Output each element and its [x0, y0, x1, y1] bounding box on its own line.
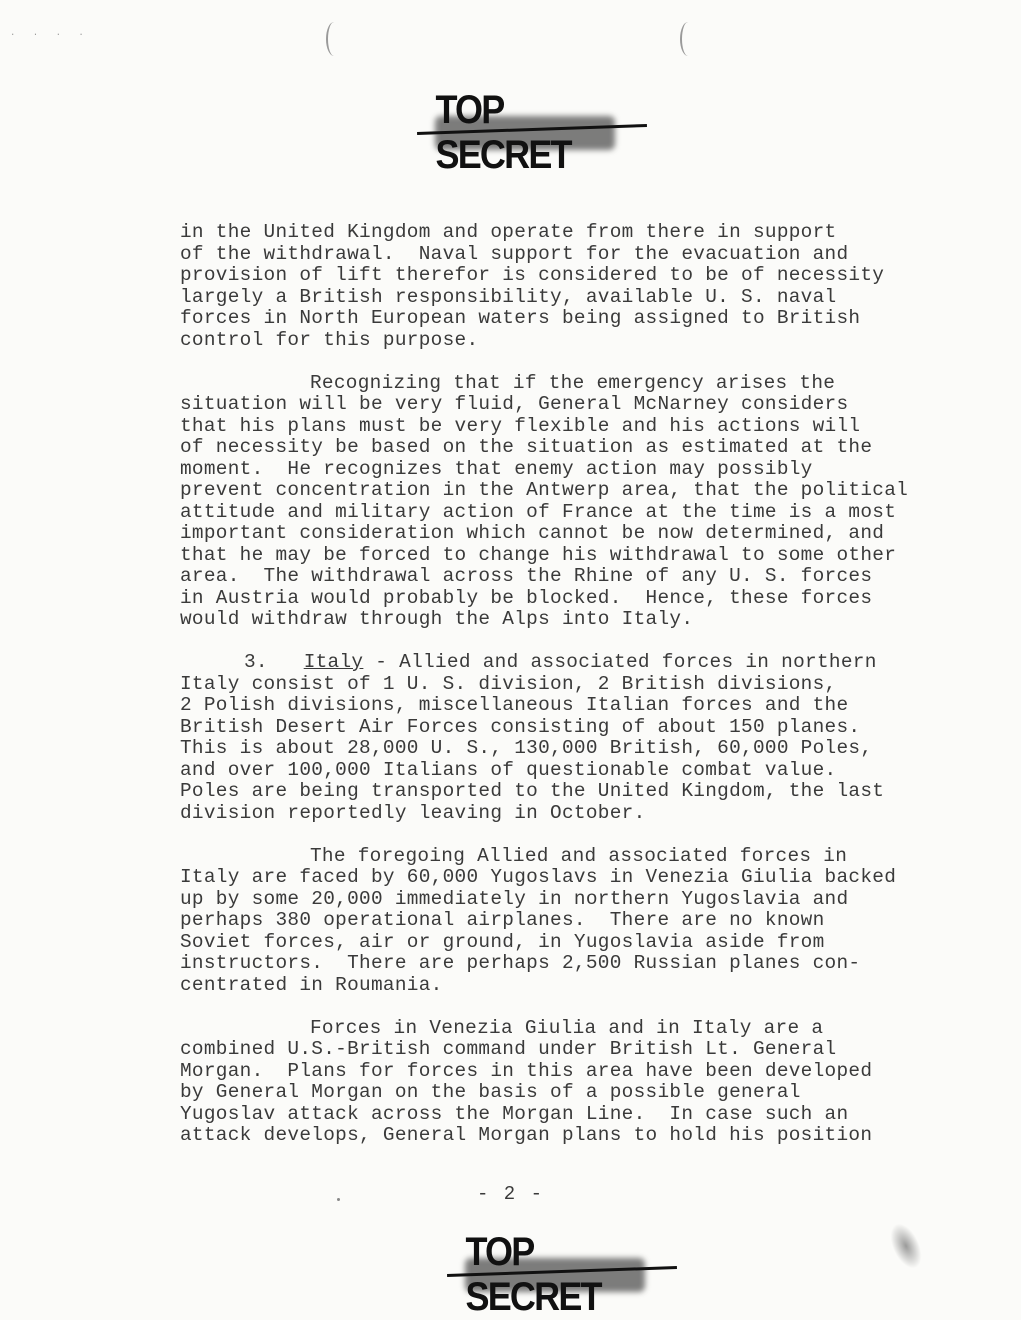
classification-mark: TOP SECRET [465, 1230, 601, 1319]
punch-hole-right [680, 22, 696, 56]
line: Recognizing that if the emergency arises the [310, 371, 836, 394]
line: up by some 20,000 immediately in northern Yugoslavia and [180, 887, 849, 910]
top-secret-stamp-footer [455, 1230, 665, 1319]
line: Yugoslav attack across the Morgan Line. In case such an [180, 1102, 849, 1125]
document-body [180, 222, 970, 1168]
line: moment. He recognizes that enemy action may possibly [180, 457, 813, 480]
punch-hole-left [326, 22, 342, 56]
paragraph-1 [180, 222, 970, 351]
line: division reportedly leaving in October. [180, 801, 646, 824]
line: Forces in Venezia Giulia and in Italy are a [310, 1016, 824, 1039]
line: provision of lift therefor is considered to be of necessity [180, 264, 885, 286]
line: - Allied and associated forces in northern [363, 651, 877, 673]
line: by General Morgan on the basis of a possible general [180, 1081, 801, 1103]
paragraph-2 [180, 373, 970, 631]
line: Italy are faced by 60,000 Yugoslavs in Venezia Giulia backed [180, 866, 897, 888]
line: that his plans must be very flexible and his actions will [180, 414, 861, 437]
section-heading: Italy [303, 651, 364, 673]
line: prevent concentration in the Antwerp area, that the political [180, 479, 909, 501]
line: This is about 28,000 U. S., 130,000 British, 60,000 Poles, [180, 737, 873, 759]
page-number: - 2 - [476, 1183, 544, 1205]
line: Soviet forces, air or ground, in Yugoslavia aside from [180, 930, 825, 953]
line: centrated in Roumania. [180, 973, 443, 996]
line: largely a British responsibility, available U. S. naval [180, 285, 837, 308]
paragraph-5 [180, 1018, 970, 1147]
line: attack develops, General Morgan plans to hold his position [180, 1124, 873, 1146]
line: area. The withdrawal across the Rhine of any U. S. forces [180, 565, 873, 587]
classification-mark: TOP SECRET [435, 88, 571, 177]
line: Morgan. Plans for forces in this area have been developed [180, 1059, 873, 1082]
line: British Desert Air Forces consisting of about 150 planes. [180, 715, 861, 738]
section-number: 3. [244, 651, 268, 673]
paragraph-4 [180, 846, 970, 997]
line: of the withdrawal. Naval support for the evacuation and [180, 242, 849, 265]
line: combined U.S.-British command under British Lt. General [180, 1038, 837, 1060]
line: situation will be very fluid, General McNarney considers [180, 393, 849, 415]
line: Italy consist of 1 U. S. division, 2 British divisions, [180, 672, 837, 695]
ink-smudge [884, 1219, 928, 1273]
line: 2 Polish divisions, miscellaneous Italian forces and the [180, 694, 849, 716]
line: in the United Kingdom and operate from there in support [180, 221, 837, 243]
line: important consideration which cannot be now determined, and [180, 522, 885, 544]
line: perhaps 380 operational airplanes. There are no known [180, 909, 825, 931]
line: control for this purpose. [180, 328, 479, 351]
line: The foregoing Allied and associated forces in [310, 844, 848, 867]
line: in Austria would probably be blocked. Hence, these forces [180, 586, 873, 609]
top-secret-stamp-header [425, 88, 635, 177]
line: instructors. There are perhaps 2,500 Russian planes con- [180, 952, 861, 974]
line: attitude and military action of France at the time is a most [180, 500, 897, 523]
line: that he may be forced to change his withdrawal to some other [180, 543, 897, 566]
line: and over 100,000 Italians of questionable combat value. [180, 758, 837, 781]
paragraph-3-italy [180, 652, 970, 824]
line: would withdraw through the Alps into Italy. [180, 608, 694, 630]
line: of necessity be based on the situation as estimated at the [180, 436, 873, 458]
line: Poles are being transported to the United Kingdom, the last [180, 780, 885, 802]
line: forces in North European waters being assigned to British [180, 307, 861, 329]
margin-specks: · · · · [10, 30, 90, 40]
